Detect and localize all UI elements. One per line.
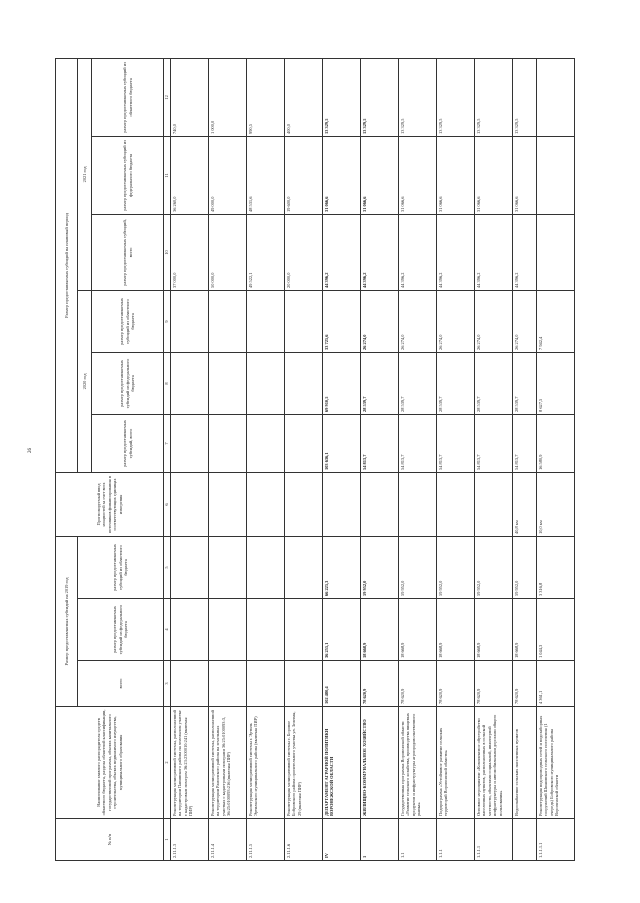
value-cell (536, 214, 574, 290)
header-2020-reg: размер предоставляемых субсидий из областного бюджета (92, 290, 164, 352)
value-cell: 16 580,9 (536, 414, 574, 472)
value-cell: 18 668,9 (474, 599, 512, 661)
value-cell: 49 522,1 (246, 214, 284, 290)
subsidy-table (55, 58, 575, 861)
value-cell: 8 627,5 (536, 352, 574, 414)
value-cell (208, 472, 246, 536)
value-cell (246, 599, 284, 661)
index-cell: 6 (164, 472, 171, 536)
row-number: 1.1.1 (436, 819, 474, 861)
value-cell (208, 661, 246, 707)
value-cell (284, 661, 322, 707)
value-cell: 28 539,7 (436, 352, 474, 414)
value-cell (284, 599, 322, 661)
header-num: № п/п (56, 819, 164, 861)
value-cell (208, 290, 246, 352)
table-row (246, 58, 284, 860)
index-cell: 10 (164, 214, 171, 290)
value-cell (170, 536, 208, 598)
value-cell (284, 352, 322, 414)
value-cell: 740,0 (170, 58, 208, 136)
header-capacity: Прогнозируемый ввод мощностей за счет всех источников финансирования в соответствующих единицах измерения (56, 472, 164, 536)
row-number: 1.1 (398, 819, 436, 861)
value-cell: 13 329,5 (512, 58, 536, 136)
row-number: 2.11.1.3 (170, 819, 208, 861)
value-cell (170, 290, 208, 352)
value-cell: 18 668,9 (398, 599, 436, 661)
index-cell: 12 (164, 58, 171, 136)
value-cell: 18 668,9 (436, 599, 474, 661)
value-cell: 19 600,0 (284, 136, 322, 214)
value-cell: 78 620,9 (398, 661, 436, 707)
value-cell: 31 066,6 (360, 136, 398, 214)
value-cell (284, 414, 322, 472)
value-cell (474, 472, 512, 536)
value-cell (398, 472, 436, 536)
value-cell (246, 661, 284, 707)
value-cell (208, 352, 246, 414)
header-2019-reg: размер предоставляемых субсидий из областного бюджета (78, 536, 164, 598)
value-cell: 59 952,0 (360, 536, 398, 598)
value-cell: 59 952,0 (436, 536, 474, 598)
table-row (536, 58, 574, 860)
table-row (360, 58, 398, 860)
value-cell: 54 813,7 (512, 414, 536, 472)
value-cell: 31 066,6 (512, 136, 536, 214)
page-number: 26 (28, 448, 33, 453)
row-number: 1 (360, 819, 398, 861)
row-name: ДЕПАРТАМЕНТ АГРАРНОЙ ПОЛИТИКИ ВОРОНЕЖСКОЙ ОБЛАСТИ (322, 707, 360, 819)
table-row (170, 58, 208, 860)
table-body (170, 58, 574, 860)
value-cell: 33 725,6 (322, 290, 360, 352)
value-cell: 10,0 км (536, 472, 574, 536)
value-cell: 78 620,9 (436, 661, 474, 707)
value-cell: 4 361,1 (536, 661, 574, 707)
value-cell: 28 539,7 (512, 352, 536, 414)
index-cell: 11 (164, 136, 171, 214)
value-cell: 400,0 (284, 58, 322, 136)
value-cell: 44 396,2 (512, 214, 536, 290)
index-cell: 7 (164, 414, 171, 472)
value-cell: 49 000,0 (208, 136, 246, 214)
value-cell (170, 472, 208, 536)
row-name: Реконструкция мелиоративной системы, расположенной на территории Панинского района на земельном участке с кадастровым номером 36:23:2300010:241 (включая ПИР) (170, 707, 208, 819)
index-cell: 3 (164, 661, 171, 707)
value-cell: 3 316,8 (536, 536, 574, 598)
value-cell (360, 472, 398, 536)
index-cell: 4 (164, 599, 171, 661)
value-cell: 59 952,0 (512, 536, 536, 598)
table-row (398, 58, 436, 860)
table-row (208, 58, 246, 860)
value-cell: 31 066,6 (398, 136, 436, 214)
value-cell: 13 329,5 (436, 58, 474, 136)
value-cell: 26 274,0 (398, 290, 436, 352)
value-cell: 44 396,2 (436, 214, 474, 290)
value-cell: 13 329,5 (360, 58, 398, 136)
value-cell (208, 414, 246, 472)
table-row (474, 58, 512, 860)
value-cell: 28 539,7 (474, 352, 512, 414)
value-cell: 13 329,5 (322, 58, 360, 136)
row-name: Реконструкция мелиоративной системы г. Эртиль Эртильского муниципального района (включая ПИР) (246, 707, 284, 819)
header-2020: 2020 год (78, 290, 92, 472)
value-cell: 50 000,0 (208, 214, 246, 290)
header-2019-total: всего (78, 661, 164, 707)
value-cell: 28 539,7 (360, 352, 398, 414)
row-name: Реконструкция мелиоративной системы с. Боровое Бобровского района оросительного участка ул. Зеленая, 29 (включая ПИР) (284, 707, 322, 819)
value-cell (246, 352, 284, 414)
value-cell: 44 396,2 (474, 214, 512, 290)
table-row (284, 58, 322, 860)
header-2020-total: размер предоставляемых субсидий, всего (92, 414, 164, 472)
value-cell: 69 910,5 (322, 352, 360, 414)
index-cell: 1 (164, 819, 171, 861)
value-cell: 26 274,0 (360, 290, 398, 352)
value-cell: 59 952,0 (398, 536, 436, 598)
row-name: ЖИЛИЩНО-КОММУНАЛЬНОЕ ХОЗЯЙСТВО (360, 707, 398, 819)
header-2019: Размер предоставляемых субсидий на 2019 год (56, 536, 78, 706)
document-page (55, 59, 585, 861)
value-cell (246, 472, 284, 536)
table-header (56, 58, 171, 860)
row-name: Основное мероприятие «Комплексное обустройство населенных пунктов, расположенных в сельской местности, объектами социальной, инженерной инфраструктуры и автомобильными дорогами общего пользования» (474, 707, 512, 819)
value-cell: 18 668,9 (512, 599, 536, 661)
value-cell: 990,5 (246, 58, 284, 136)
header-2021: 2021 год (78, 58, 92, 290)
header-2019-fed: размер предоставляемых субсидий из федерального бюджета (78, 599, 164, 661)
index-cell: 5 (164, 536, 171, 598)
value-cell: 102 480,4 (322, 661, 360, 707)
value-cell: 1 044,3 (536, 599, 574, 661)
row-number (512, 819, 536, 861)
value-cell: 31 066,6 (474, 136, 512, 214)
value-cell: 36 260,0 (170, 136, 208, 214)
value-cell: 28 539,7 (398, 352, 436, 414)
row-number: 2.11.1.6 (284, 819, 322, 861)
value-cell: 20 000,0 (284, 214, 322, 290)
value-cell: 13 329,5 (474, 58, 512, 136)
index-cell: 2 (164, 707, 171, 819)
header-name: Наименование главного распорядителя средств областного бюджета, раздела областной классификации, государственной программы, объекта капитального строительства, объекта недвижимого имущества, муниципального образования (56, 707, 164, 819)
row-name: Подпрограмма «Устойчивое развитие сельских территорий Воронежской области» (436, 707, 474, 819)
value-cell (170, 352, 208, 414)
value-cell: 103 636,1 (322, 414, 360, 472)
value-cell: 1 000,0 (208, 58, 246, 136)
value-cell (246, 414, 284, 472)
value-cell (436, 472, 474, 536)
row-number: 2.11.1.4 (208, 819, 246, 861)
value-cell: 44 396,2 (398, 214, 436, 290)
value-cell: 13 329,5 (398, 58, 436, 136)
value-cell: 78 620,9 (474, 661, 512, 707)
value-cell: 44 396,2 (322, 214, 360, 290)
index-cell: 8 (164, 352, 171, 414)
row-number: 1.1.1.1 (474, 819, 512, 861)
value-cell (170, 661, 208, 707)
value-cell: 59 952,0 (474, 536, 512, 598)
table-row (512, 58, 536, 860)
value-cell: 26 274,0 (474, 290, 512, 352)
value-cell: 54 813,7 (436, 414, 474, 472)
value-cell: 78 620,9 (512, 661, 536, 707)
value-cell: 26 274,0 (436, 290, 474, 352)
value-cell (284, 290, 322, 352)
value-cell (208, 536, 246, 598)
header-plan: Размер предоставляемых субсидий на плановый период (56, 58, 78, 472)
value-cell (322, 472, 360, 536)
table-row (436, 58, 474, 860)
value-cell: 31 066,6 (322, 136, 360, 214)
value-cell: 44 396,2 (360, 214, 398, 290)
value-cell: 40,8 км (512, 472, 536, 536)
value-cell: 36 255,1 (322, 599, 360, 661)
value-cell (536, 58, 574, 136)
value-cell (246, 536, 284, 598)
value-cell: 48 531,6 (246, 136, 284, 214)
value-cell: 54 813,7 (398, 414, 436, 472)
row-name: Государственная программа Воронежской области «Развитие сельского хозяйства, производства пищевых продуктов и инфраструктуры агропродовольственного рынка» (398, 707, 436, 819)
value-cell: 66 225,3 (322, 536, 360, 598)
value-cell: 26 274,0 (512, 290, 536, 352)
table-row (322, 58, 360, 860)
value-cell (170, 414, 208, 472)
row-name: Реконструкция мелиоративной системы, расположенной на территории Рамонского района на земельных участках с кадастровыми номерами 36:25:0100093:3, 36:25:0100093:216 (включая ПИР) (208, 707, 246, 819)
value-cell: 7 942,4 (536, 290, 574, 352)
row-name: Реконструкция водопроводных сетей и водозаборных сооружений Шишовского сельского поселения (1 очередь) Бобровского муниципального района Воронежской области (536, 707, 574, 819)
value-cell (284, 536, 322, 598)
index-cell: 9 (164, 290, 171, 352)
value-cell: 37 000,0 (170, 214, 208, 290)
row-number: 2.11.1.5 (246, 819, 284, 861)
value-cell: 18 668,9 (360, 599, 398, 661)
header-2021-reg: размер предоставляемых субсидий из областного бюджета (92, 58, 164, 136)
row-number: IV (322, 819, 360, 861)
value-cell: 54 813,7 (360, 414, 398, 472)
value-cell (170, 599, 208, 661)
value-cell (536, 136, 574, 214)
value-cell (284, 472, 322, 536)
header-2021-fed: размер предоставляемых субсидий из федерального бюджета (92, 136, 164, 214)
header-2020-fed: размер предоставляемых субсидий из федерального бюджета (92, 352, 164, 414)
value-cell (208, 599, 246, 661)
value-cell (246, 290, 284, 352)
row-number: 1.1.1.1.1 (536, 819, 574, 861)
value-cell: 31 066,6 (436, 136, 474, 214)
value-cell: 54 813,7 (474, 414, 512, 472)
row-name: Водоснабжение сельских населенных пунктов (512, 707, 536, 819)
header-2021-total: размер предоставляемых субсидий, всего (92, 214, 164, 290)
value-cell: 78 620,9 (360, 661, 398, 707)
